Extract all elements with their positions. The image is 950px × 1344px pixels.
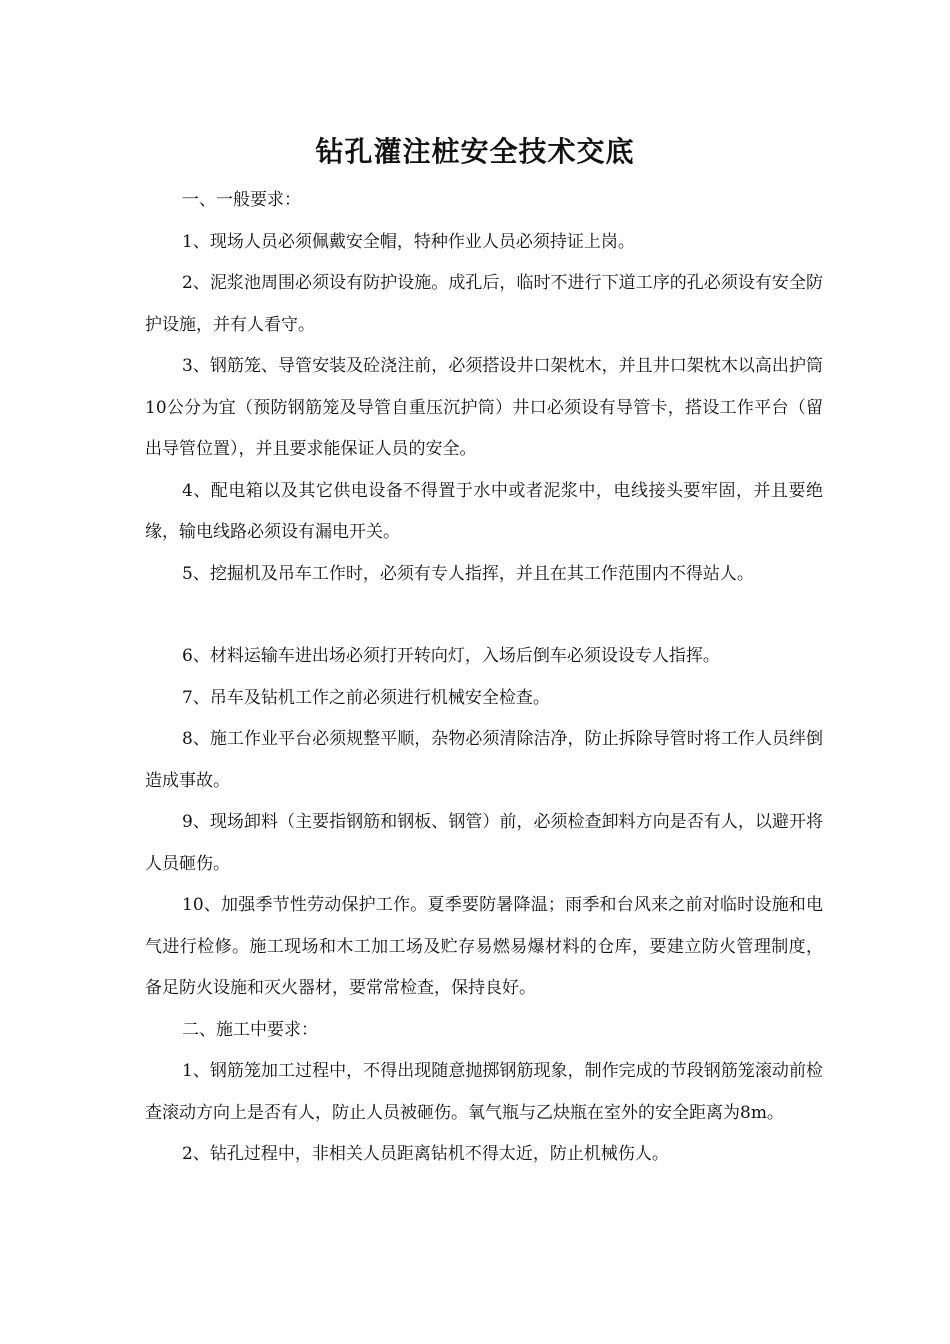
paragraph-item: 6、材料运输车进出场必须打开转向灯，入场后倒车必须设设专人指挥。 (182, 646, 720, 666)
paragraph-item: 9、现场卸料（主要指钢筋和钢板、钢管）前，必须检查卸料方向是否有人，以避开将人员砸伤。 (145, 812, 823, 874)
paragraph-item: 10、加强季节性劳动保护工作。夏季要防暑降温；雨季和台风来之前对临时设施和电气进行检修。施工现场和木工加工场及贮存易燃易爆材料的仓库，要建立防火管理制度，备足防火设施和灭火器材，要常常检查，保持良好。 (145, 895, 823, 998)
paragraph-item: 4、配电箱以及其它供电设备不得置于水中或者泥浆中，电线接头要牢固，并且要绝缘，输电线路必须设有漏电开关。 (145, 480, 823, 542)
paragraph-item: 5、挖掘机及吊车工作时，必须有专人指挥，并且在其工作范围内不得站人。 (182, 563, 754, 584)
document-title: 钻孔灌注桩安全技术交底 (315, 135, 635, 168)
paragraph-item: 2、泥浆池周围必须设有防护设施。成孔后，临时不进行下道工序的孔必须设有安全防护设施，并有人看守。 (145, 273, 823, 335)
paragraph-item: 1、现场人员必须佩戴安全帽，特种作业人员必须持证上岗。 (182, 231, 635, 252)
blank-line (145, 595, 823, 636)
paragraph-item: 2、钻孔过程中，非相关人员距离钻机不得太近，防止机械伤人。 (182, 1144, 669, 1164)
section-heading-general: 一、一般要求： (182, 190, 301, 210)
paragraph-item: 3、钢筋笼、导管安装及砼浇注前，必须搭设井口架枕木，并且井口架枕木以高出护筒10公分为宜（预防钢筋笼及导管自重压沉护筒）井口必须设有导管卡，搭设工作平台（留出导管位置），并且要求能保证人员的安全。 (145, 356, 823, 459)
section-heading-construction: 二、施工中要求： (182, 1019, 318, 1040)
document-body (145, 180, 823, 1176)
paragraph-item: 8、施工作业平台必须规整平顺，杂物必须清除洁净，防止拆除导管时将工作人员绊倒造成事故。 (145, 729, 823, 791)
paragraph-item: 7、吊车及钻机工作之前必须进行机械安全检查。 (182, 687, 550, 708)
paragraph-item: 1、钢筋笼加工过程中，不得出现随意抛掷钢筋现象，制作完成的节段钢筋笼滚动前检查滚动方向上是否有人，防止人员被砸伤。氧气瓶与乙炔瓶在室外的安全距离为8m。 (145, 1061, 823, 1123)
